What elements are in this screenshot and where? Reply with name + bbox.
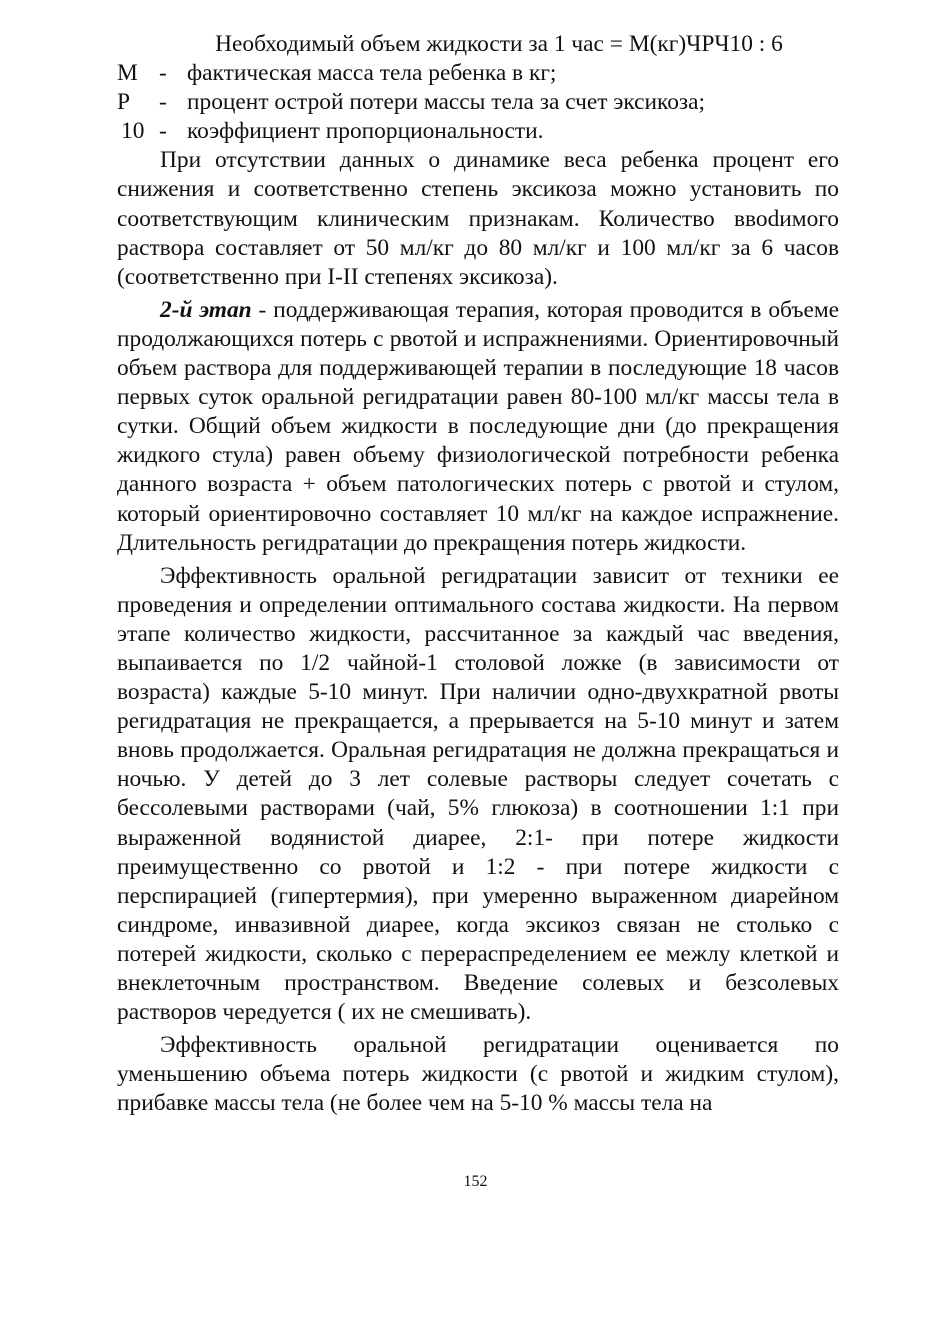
paragraph-effectiveness: Эффективность оральной регидратации зависит от техники ее проведения и определении оптимального состава жидкости. На первом этапе количество жидкости, рассчитанное за каждый час введения, выпаивается по 1/2 чайной-1 столовой ложке (в зависимости от возраста) каждые 5-10 минут. При наличии одно-двухкратной рвоты регидратация не прекращается, а прерывается на 5-10 минут и затем вновь продолжается. Оральная регидратация не должна прекращаться и ночью. У детей до 3 лет солевые растворы следует сочетать с бессолевыми растворами (чай, 5% глюкоза) в соотношении 1:1 при выраженной водянистой диарее, 2:1- при потере жидкости преимущественно со рвотой и 1:2 - при потере жидкости с перспирацией (гипертермия), при умеренно выраженном диарейном синдроме, инвазивной диарее, когда эксикоз связан не столько с потерей жидкости, сколько с перераспределением ее межлу клеткой и внеклеточным пространством. Введение солевых и безсолевых растворов чередуется ( их не смешивать). xyxy=(117,562,839,1026)
fluid-volume-formula: Необходимый объем жидкости за 1 час = М(кг)ЧРЧ10 : 6 xyxy=(215,31,783,57)
definition-dash: - xyxy=(159,118,167,145)
definition-text: процент острой потери массы тела за счет эксикоза; xyxy=(187,89,706,116)
paragraph-weight-loss: При отсутствии данных о динамике веса ребенка процент его снижения и соответственно степень эксикоза можно установить по соответствующим клиническим признакам. Количество ввоdимого раствора составляет от 50 мл/кг до 80 мл/кг и 100 мл/кг за 6 часов (соответственно при I-II степенях эксикоза). xyxy=(117,147,839,290)
paragraph-evaluation: Эффективность оральной регидратации оценивается по уменьшению объема потерь жидкости (с рвотой и жидким стулом), прибавке массы тела (не более чем на 5-10 % массы тела на xyxy=(117,1032,839,1117)
formula-definitions xyxy=(117,59,839,146)
definition-row xyxy=(117,88,839,117)
definition-symbol: Р xyxy=(117,89,131,116)
definition-row xyxy=(117,117,839,146)
definition-symbol: 10 xyxy=(121,118,145,145)
stage-description: - поддерживающая терапия, которая проводится в объеме продолжающихся потерь с рвотой и испражнениями. Ориентировочный объем раствора для поддерживающей терапии в последующие 18 часов первых суток оральной регидратации равен 80-100 мл/кг массы тела в сутки. Общий объем жидкости в последующие дни (до прекращения жидкого стула) равен объему физиологической потребности ребенка данного возраста + объем патологических потерь с рвотой и стулом, который ориентировочно составляет 10 мл/кг на каждое испражнение. Длительность регидратации до прекращения потерь жидкости. xyxy=(117,296,840,556)
definition-row xyxy=(117,59,839,88)
stage-term: 2-й этап xyxy=(160,296,252,323)
definition-dash: - xyxy=(159,60,167,87)
definition-text: фактическая масса тела ребенка в кг; xyxy=(187,60,557,87)
definition-dash: - xyxy=(159,89,167,116)
document-page xyxy=(117,30,839,1118)
page-number: 152 xyxy=(463,1173,488,1190)
definition-symbol: М xyxy=(117,60,138,87)
paragraph-stage-two xyxy=(117,296,839,558)
definition-text: коэффициент пропорциональности. xyxy=(187,118,544,145)
